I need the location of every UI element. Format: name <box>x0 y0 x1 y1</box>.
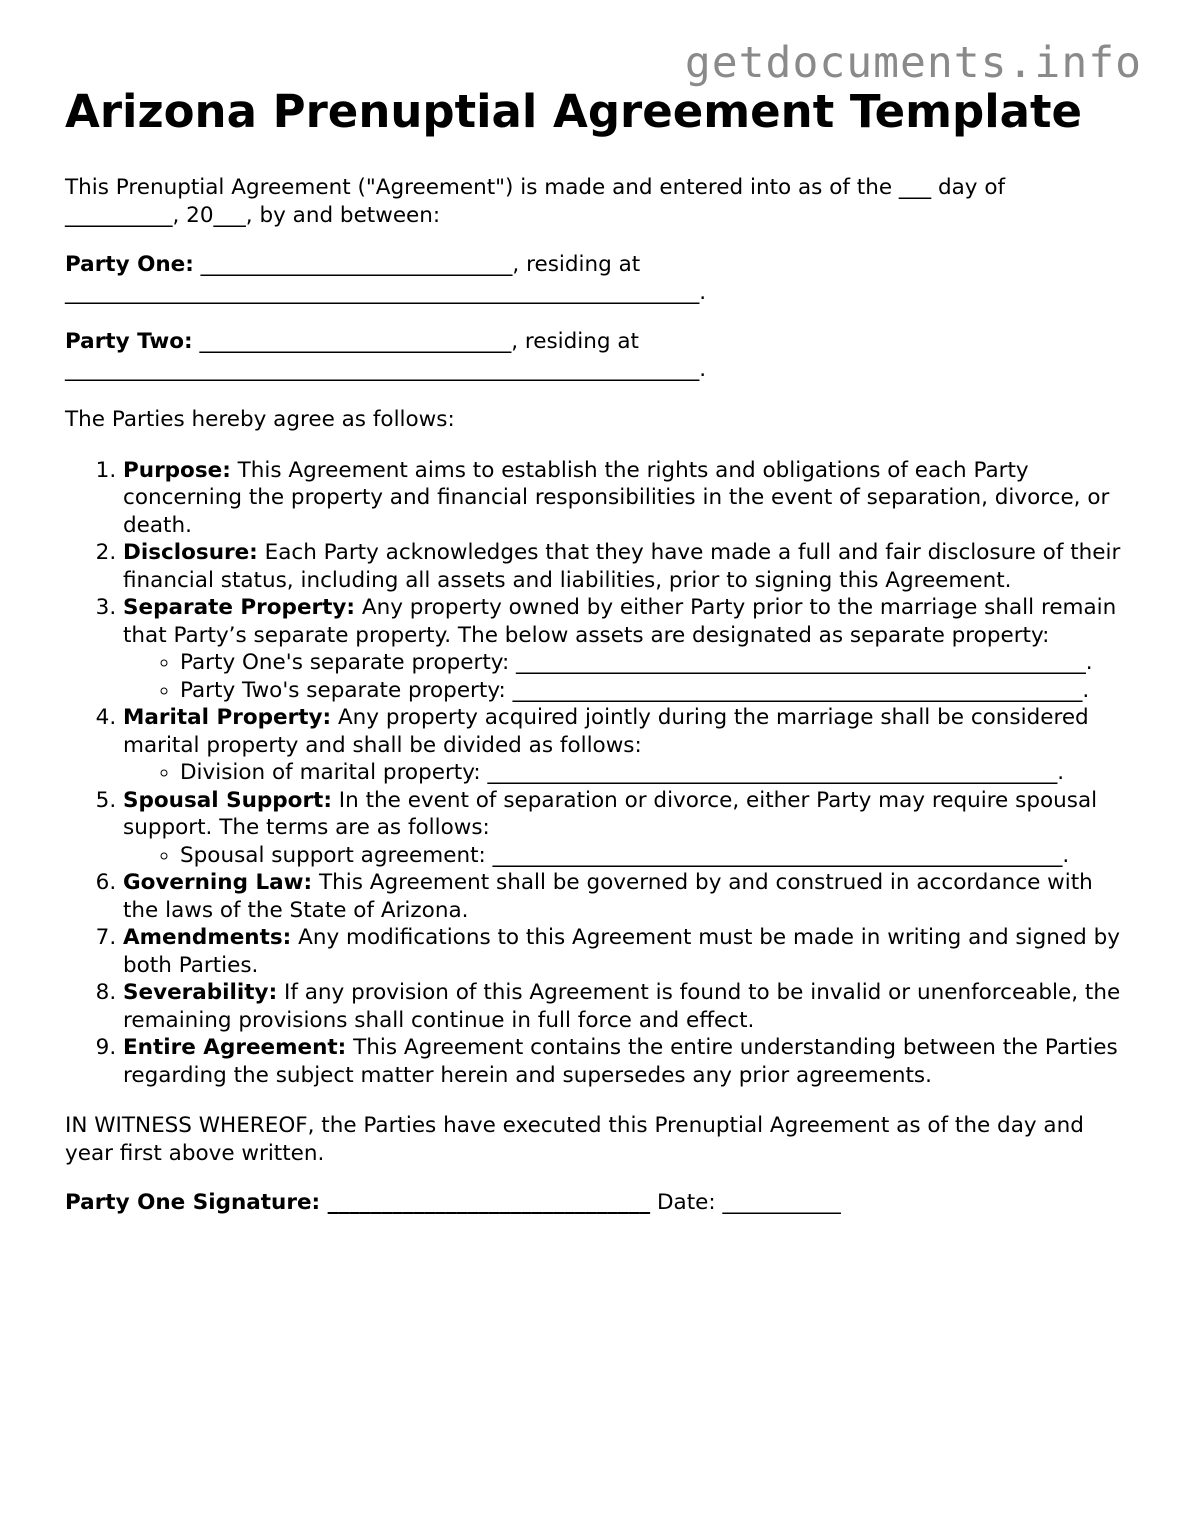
clause-text: This Agreement contains the entire understanding between the Parties regarding the subject matter herein and supersedes any prior agreements. <box>123 1035 1118 1088</box>
clause-list <box>65 457 1125 1090</box>
marital-property-list <box>123 759 1125 787</box>
clause-governing-law <box>123 869 1125 924</box>
spousal-support-agreement: ◦ Spousal support agreement: _____________________________________________________. <box>180 842 1125 870</box>
clause-text: Any modifications to this Agreement must be made in writing and signed by both Parties. <box>123 925 1120 978</box>
party-one-line <box>65 251 1125 306</box>
clause-text: If any provision of this Agreement is found to be invalid or unenforceable, the remaining provisions shall continue in full force and effect. <box>123 980 1121 1033</box>
clause-disclosure <box>123 539 1125 594</box>
agreement-lead: The Parties hereby agree as follows: <box>65 407 455 432</box>
clause-spousal-support <box>123 787 1125 870</box>
clause-text: This Agreement aims to establish the rights and obligations of each Party concerning the property and financial responsibilities in the event of separation, divorce, or death. <box>123 457 1110 538</box>
clause-purpose <box>123 457 1125 540</box>
signature-line <box>65 1189 1125 1217</box>
clause-label: Entire Agreement: <box>123 1035 347 1060</box>
clause-label: Disclosure: <box>123 540 258 565</box>
party-one-separate-property: ◦ Party One's separate property: _____________________________________________________. <box>180 649 1125 677</box>
clause-marital-property <box>123 704 1125 787</box>
clause-entire-agreement <box>123 1034 1125 1089</box>
clause-amendments <box>123 924 1125 979</box>
clause-text: Any property owned by either Party prior to the marriage shall remain that Party’s separate property. The below assets are designated as separate property: <box>123 595 1117 648</box>
clause-separate-property <box>123 594 1125 704</box>
clause-text: Each Party acknowledges that they have made a full and fair disclosure of their financial status, including all assets and liabilities, prior to signing this Agreement. <box>123 540 1121 593</box>
clause-text: Any property acquired jointly during the marriage shall be considered marital property and shall be divided as follows: <box>123 705 1089 758</box>
intro-paragraph: This Prenuptial Agreement ("Agreement") is made and entered into as of the ___ day of __________, 20___, by and between: <box>65 175 1006 228</box>
spousal-support-list <box>123 842 1125 870</box>
party-two-line <box>65 328 1125 383</box>
party-one-label: Party One: <box>65 252 194 277</box>
signature-label: Party One Signature: ______________________________ <box>65 1190 651 1215</box>
clause-label: Separate Property: <box>123 595 356 620</box>
separate-property-list <box>123 649 1125 704</box>
party-one-blank: _____________________________, residing at ___________________________________________________________. <box>65 252 707 305</box>
party-two-label: Party Two: <box>65 329 193 354</box>
clause-text: This Agreement shall be governed by and construed in accordance with the laws of the State of Arizona. <box>123 870 1093 923</box>
clause-label: Governing Law: <box>123 870 313 895</box>
party-two-blank: _____________________________, residing at ___________________________________________________________. <box>65 329 707 382</box>
document-title: Arizona Prenuptial Agreement Template <box>65 85 1083 138</box>
division-of-marital-property: ◦ Division of marital property: _____________________________________________________. <box>180 759 1125 787</box>
clause-label: Purpose: <box>123 457 231 483</box>
witness-paragraph: IN WITNESS WHEREOF, the Parties have executed this Prenuptial Agreement as of the day and year first above written. <box>65 1113 1084 1166</box>
clause-severability <box>123 979 1125 1034</box>
party-two-separate-property: ◦ Party Two's separate property: _____________________________________________________. <box>180 677 1125 705</box>
clause-text: In the event of separation or divorce, either Party may require spousal support. The terms are as follows: <box>123 787 1098 840</box>
clause-label: Severability: <box>123 980 278 1005</box>
clause-label: Spousal Support: <box>123 787 332 813</box>
signature-date: Date: ___________ <box>650 1190 841 1215</box>
document-page <box>65 84 1125 1217</box>
clause-label: Amendments: <box>123 925 292 950</box>
watermark: getdocuments.info <box>684 38 1142 88</box>
clause-label: Marital Property: <box>123 705 332 730</box>
